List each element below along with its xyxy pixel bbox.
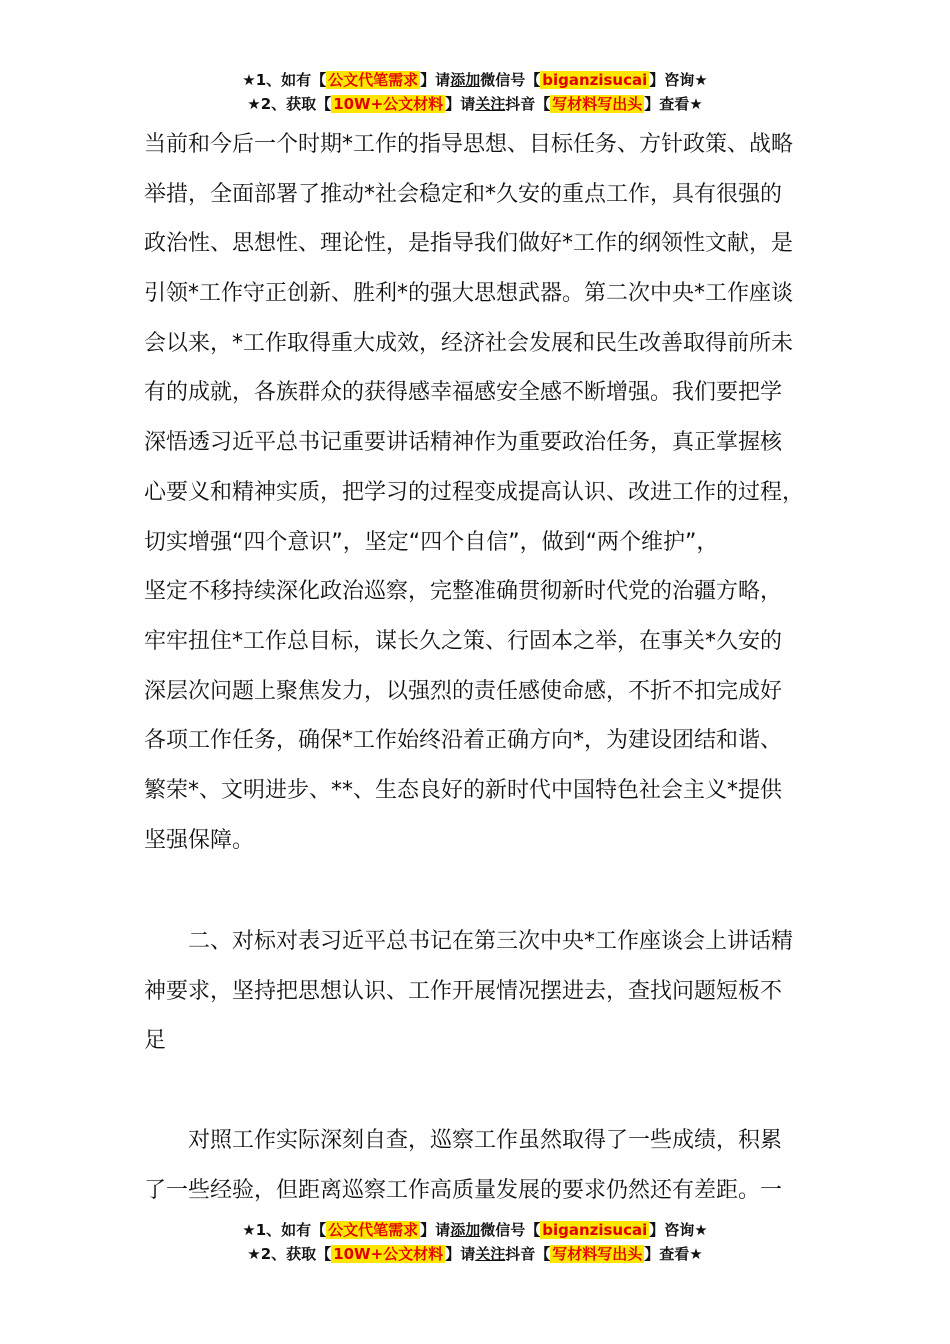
banner-text: 抖音【	[505, 1245, 551, 1263]
banner-line-1	[0, 68, 950, 92]
text-line: 会以来，*工作取得重大成效，经济社会发展和民生改善取得前所未	[144, 330, 794, 356]
text-line: 二、对标对表习近平总书记在第三次中央*工作座谈会上讲话精	[188, 929, 794, 954]
text-line: 牢牢扭住*工作总目标，谋长久之策、行固本之举，在事关*久安的	[144, 628, 783, 654]
banner-text: 】请	[445, 95, 476, 113]
banner-underline: 添加	[450, 1221, 481, 1239]
text-line: 神要求，坚持把思想认识、工作开展情况摆进去，查找问题短板不	[144, 978, 783, 1004]
text-line: 有的成就，各族群众的获得感幸福感安全感不断增强。我们要把学	[144, 380, 783, 406]
banner-highlight: 公文代笔需求	[328, 1221, 419, 1239]
banner-text: 抖音【	[505, 95, 551, 113]
banner-text: 】请	[420, 1221, 451, 1239]
banner-highlight: 写材料写出头	[552, 95, 643, 113]
text-line: 坚定不移持续深化政治巡察，完整准确贯彻新时代党的治疆方略，	[144, 579, 783, 605]
banner-line-2	[0, 1242, 950, 1266]
banner-line-1	[0, 1218, 950, 1242]
banner-line-2	[0, 92, 950, 116]
banner-highlight: 10W+公文材料	[333, 95, 444, 113]
text-line: 心要义和精神实质，把学习的过程变成提高认识、改进工作的过程，	[144, 479, 805, 505]
banner-text: ★2、获取【	[247, 95, 332, 113]
paragraph-3	[144, 1116, 824, 1215]
text-line: 政治性、思想性、理论性，是指导我们做好*工作的纲领性文献，是	[144, 231, 794, 257]
banner-text: 】咨询★	[649, 1221, 708, 1239]
bottom-banner	[0, 1218, 950, 1266]
banner-text: 】咨询★	[649, 71, 708, 89]
banner-text: 微信号【	[480, 1221, 541, 1239]
text-line: 深层次问题上聚焦发力，以强烈的责任感使命感，不折不扣完成好	[144, 678, 783, 704]
banner-text: 】查看★	[644, 1245, 703, 1263]
text-line: 引领*工作守正创新、胜利*的强大思想武器。第二次中央*工作座谈	[144, 281, 794, 307]
text-line: 举措，全面部署了推动*社会稳定和*久安的重点工作，具有很强的	[144, 181, 783, 207]
banner-text: 】查看★	[644, 95, 703, 113]
banner-text: 】请	[445, 1245, 476, 1263]
banner-underline: 关注	[475, 1245, 506, 1263]
banner-text: ★1、如有【	[242, 71, 327, 89]
top-banner	[0, 68, 950, 116]
banner-highlight: 公文代笔需求	[328, 71, 419, 89]
text-line: 各项工作任务，确保*工作始终沿着正确方向*，为建设团结和谐、	[144, 728, 783, 754]
banner-highlight: 10W+公文材料	[333, 1245, 444, 1263]
banner-highlight: biganzisucai	[542, 1221, 648, 1239]
text-line: 深悟透习近平总书记重要讲话精神作为重要政治任务，真正掌握核	[144, 430, 783, 456]
banner-underline: 关注	[475, 95, 506, 113]
banner-underline: 添加	[450, 71, 481, 89]
paragraph-1	[144, 120, 824, 865]
text-line: 坚强保障。	[144, 827, 255, 853]
text-line: 了一些经验，但距离巡察工作高质量发展的要求仍然还有差距。一	[144, 1177, 783, 1203]
text-line: 足	[144, 1028, 167, 1054]
text-line: 繁荣*、文明进步、**、生态良好的新时代中国特色社会主义*提供	[144, 777, 783, 803]
banner-highlight: biganzisucai	[542, 71, 648, 89]
text-line: 对照工作实际深刻自查，巡察工作虽然取得了一些成绩，积累	[188, 1128, 783, 1153]
banner-text: 微信号【	[480, 71, 541, 89]
banner-highlight: 写材料写出头	[552, 1245, 643, 1263]
banner-text: 】请	[420, 71, 451, 89]
banner-text: ★1、如有【	[242, 1221, 327, 1239]
section-heading-2	[144, 917, 824, 1066]
text-line: 切实增强“四个意识”，坚定“四个自信”，做到“两个维护”，	[144, 529, 719, 555]
text-line: 当前和今后一个时期*工作的指导思想、目标任务、方针政策、战略	[144, 132, 794, 157]
banner-text: ★2、获取【	[247, 1245, 332, 1263]
